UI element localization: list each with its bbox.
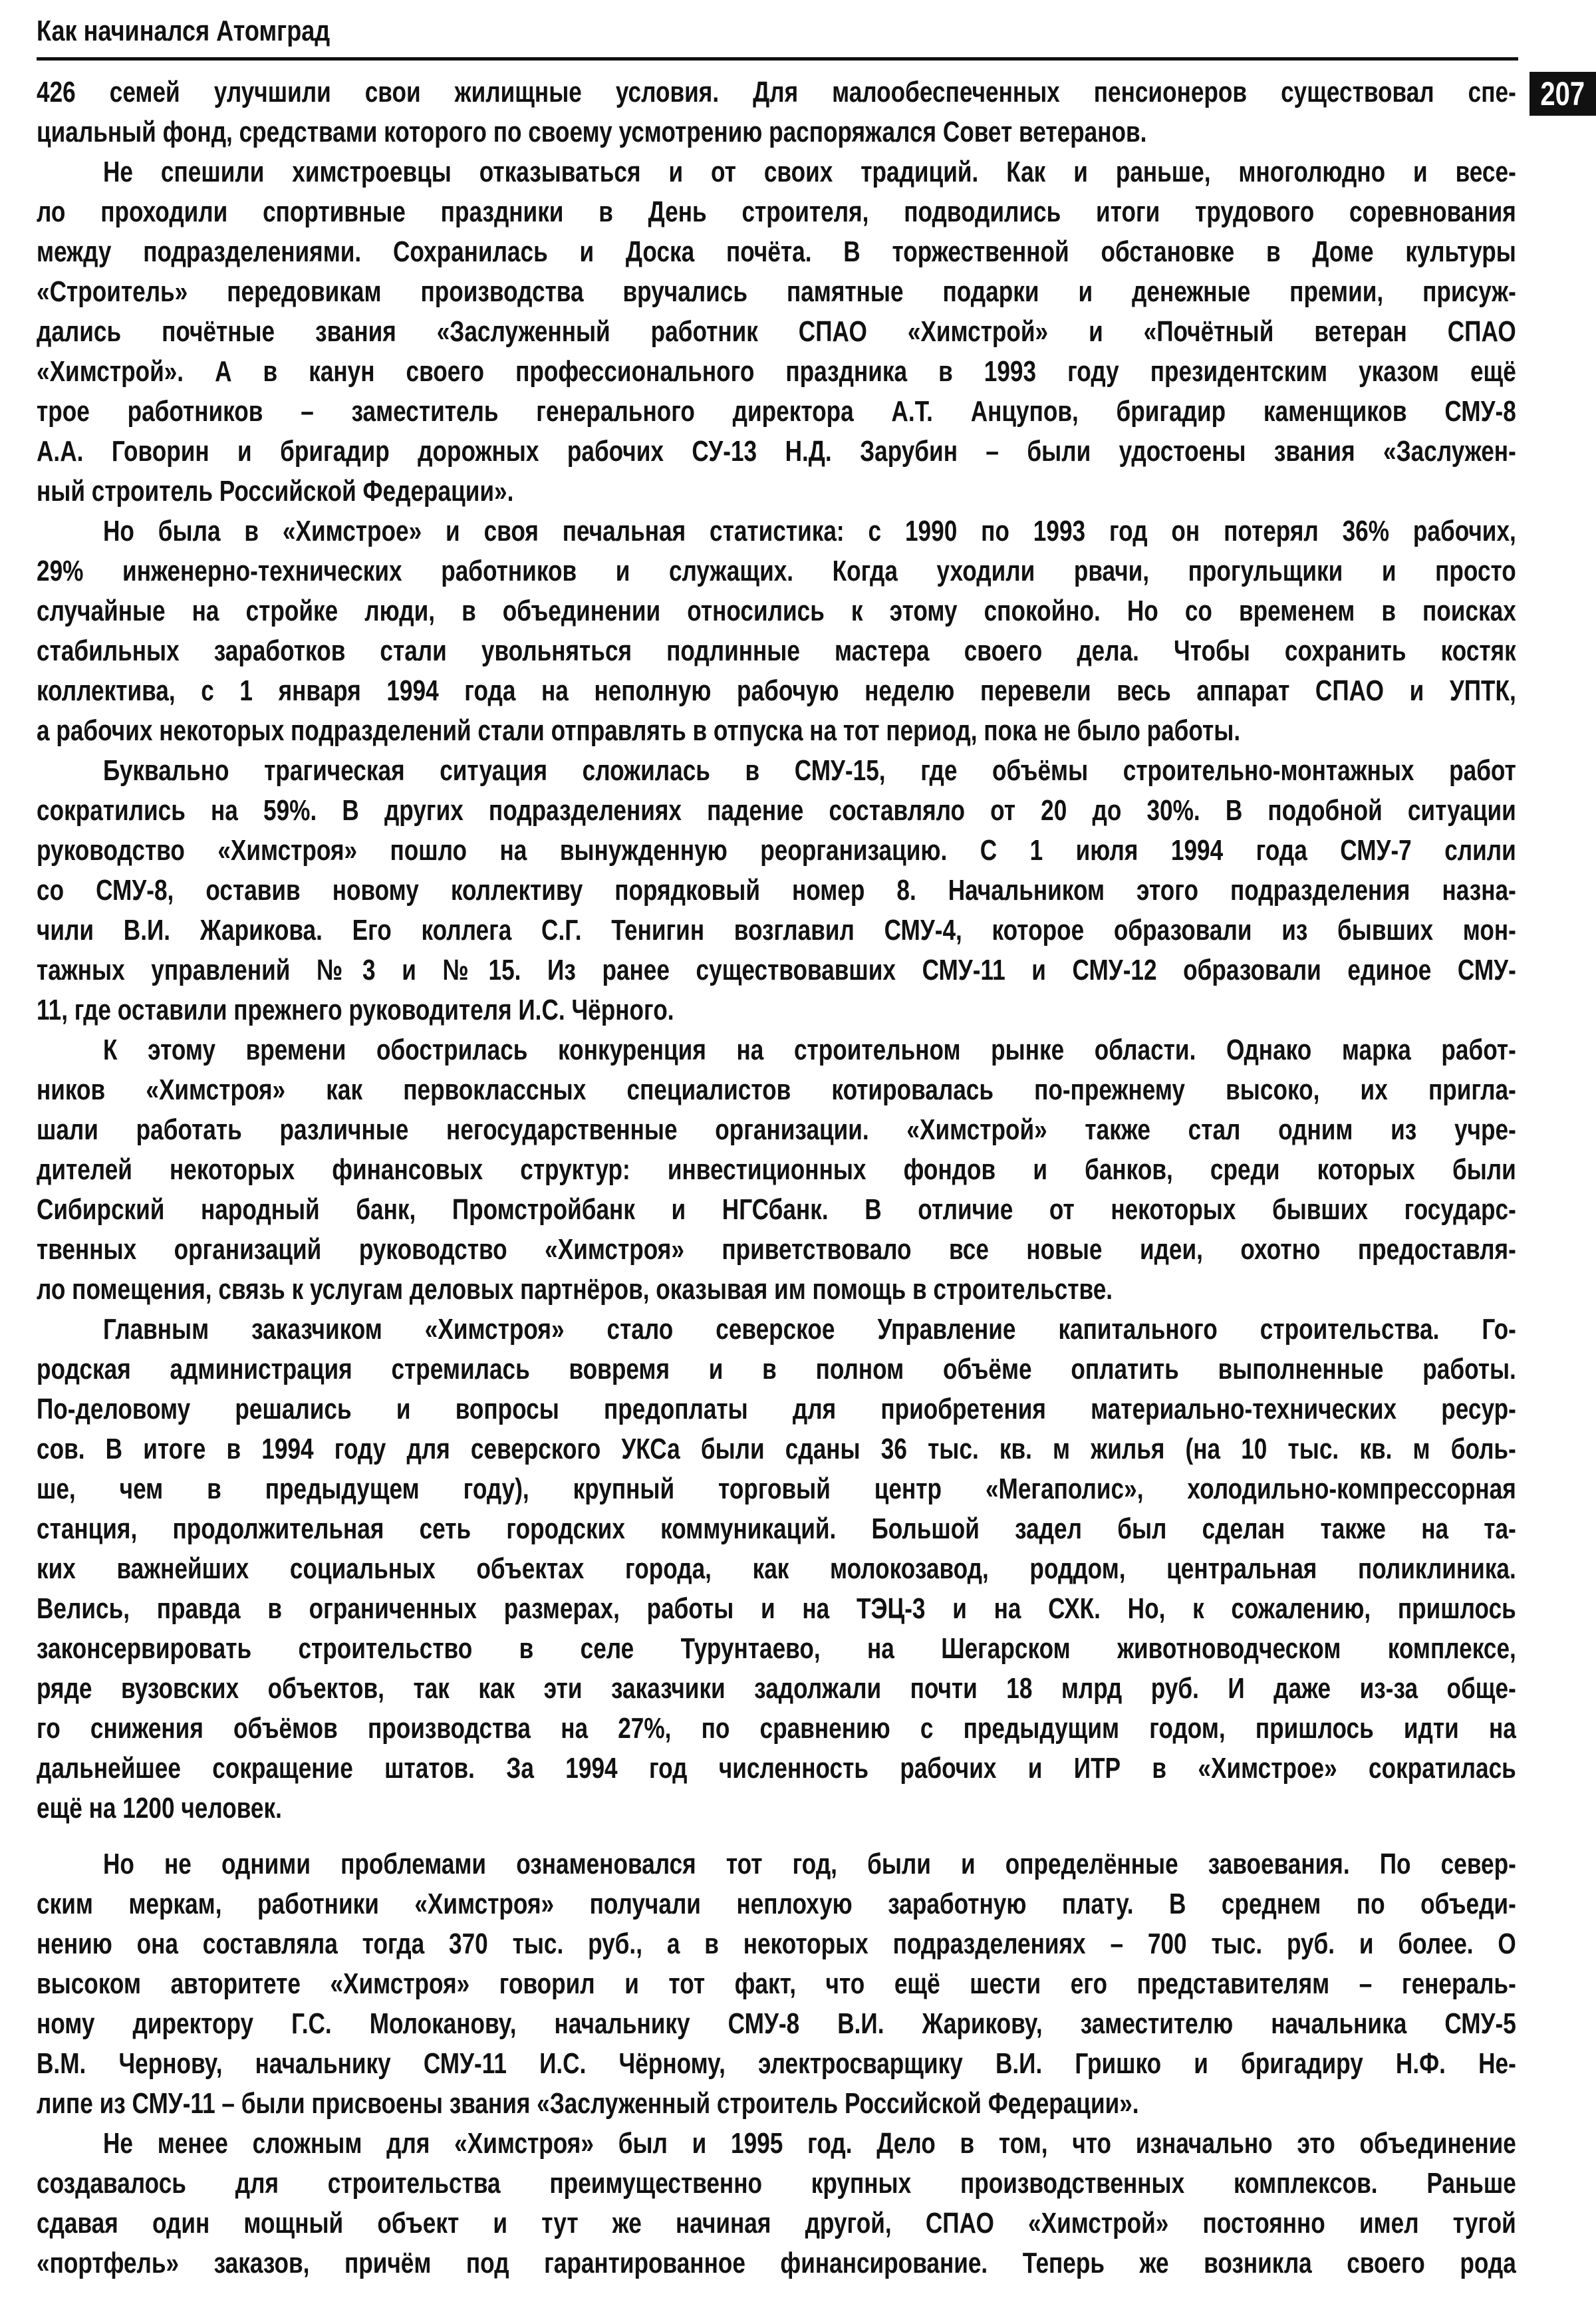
text-line: ло помещения, связь к услугам деловых партнёров, оказывая им помощь в строительстве. xyxy=(37,1273,1113,1306)
paragraph xyxy=(37,751,1516,1030)
text-line: высоком авторитете «Химстроя» говорил и тот факт, что ещё шести его представителям – генераль- xyxy=(37,1967,1516,2000)
text-line: законсервировать строительство в селе Турунтаево, на Шегарском животноводческом комплексе, xyxy=(37,1632,1516,1665)
text-line: К этому времени обострилась конкуренция на строительном рынке области. Однако марка работ- xyxy=(103,1034,1516,1066)
text-line: станция, продолжительная сеть городских коммуникаций. Большой задел был сделан также на та- xyxy=(37,1512,1516,1545)
text-line: дались почётные звания «Заслуженный работник СПАО «Химстрой» и «Почётный ветеран СПАО xyxy=(37,315,1516,348)
text-line: дителей некоторых финансовых структур: инвестиционных фондов и банков, среди которых были xyxy=(37,1153,1516,1186)
text-line: Не менее сложным для «Химстроя» был и 1995 год. Дело в том, что изначально это объединение xyxy=(103,2127,1516,2160)
paragraph xyxy=(37,1844,1516,2124)
text-line: случайные на стройке люди, в объединении относились к этому спокойно. Но со временем в поисках xyxy=(37,595,1516,627)
text-line: липе из СМУ-11 – были присвоены звания «Заслуженный строитель Российской Федерации». xyxy=(37,2087,1139,2120)
text-line: Но не одними проблемами ознаменовался тот год, были и определённые завоевания. По север- xyxy=(103,1848,1516,1880)
text-line: коллектива, с 1 января 1994 года на неполную рабочую неделю перевели весь аппарат СПАО и УПТК, xyxy=(37,674,1516,707)
text-line: ный строитель Российской Федерации». xyxy=(37,475,514,507)
text-line: 11, где оставили прежнего руководителя И.С. Чёрного. xyxy=(37,994,674,1026)
text-line: сов. В итоге в 1994 году для северского УКСа были сданы 36 тыс. кв. м жилья (на 10 тыс. кв. м боль- xyxy=(37,1433,1516,1465)
text-line: По-деловому решались и вопросы предоплаты для приобретения материально-технических ресур- xyxy=(37,1393,1516,1425)
text-line: шали работать различные негосударственные организации. «Химстрой» также стал одним из учре- xyxy=(37,1113,1516,1146)
text-line: Не спешили химстроевцы отказываться и от своих традиций. Как и раньше, многолюдно и весе- xyxy=(103,156,1516,188)
page-number: 207 xyxy=(1540,75,1585,112)
text-line: ких важнейших социальных объектах города, как молокозавод, роддом, центральная поликлиника. xyxy=(37,1552,1516,1585)
text-line: со СМУ-8, оставив новому коллективу порядковый номер 8. Начальником этого подразделения назна- xyxy=(37,874,1516,907)
text-line: а рабочих некоторых подразделений стали отправлять в отпуска на тот период, пока не было работы. xyxy=(37,714,1241,747)
text-line: Велись, правда в ограниченных размерах, работы и на ТЭЦ-3 и на СХК. Но, к сожалению, пришлось xyxy=(37,1592,1516,1625)
text-line: между подразделениями. Сохранилась и Доска почёта. В торжественной обстановке в Доме культуры xyxy=(37,235,1516,268)
paragraph xyxy=(37,2124,1516,2283)
header-rule xyxy=(37,57,1518,61)
text-line: нению она составляла тогда 370 тыс. руб., а в некоторых подразделениях – 700 тыс. руб. и более. О xyxy=(37,1928,1516,1960)
text-line: «Строитель» передовикам производства вручались памятные подарки и денежные премии, присуж- xyxy=(37,275,1516,308)
paragraph xyxy=(37,1030,1516,1310)
text-line: создавалось для строительства преимущественно крупных производственных комплексов. Раньше xyxy=(37,2167,1516,2200)
running-head: Как начинался Атомград xyxy=(37,15,331,47)
text-line: ше, чем в предыдущем году), крупный торговый центр «Мегаполис», холодильно-компрессорная xyxy=(37,1473,1516,1505)
text-line: чили В.И. Жарикова. Его коллега С.Г. Тенигин возглавил СМУ-4, которое образовали из бывших мон- xyxy=(37,914,1516,946)
text-line: ряде вузовских объектов, так как эти заказчики задолжали почти 18 млрд руб. И даже из-за обще- xyxy=(37,1672,1516,1705)
text-line: стабильных заработков стали увольняться подлинные мастера своего дела. Чтобы сохранить костяк xyxy=(37,635,1516,667)
text-line: Главным заказчиком «Химстроя» стало северское Управление капитального строительства. Го- xyxy=(103,1313,1516,1346)
text-line: Буквально трагическая ситуация сложилась в СМУ-15, где объёмы строительно-монтажных работ xyxy=(103,754,1516,787)
text-line: сократились на 59%. В других подразделениях падение составляло от 20 до 30%. В подобной ситуации xyxy=(37,794,1516,827)
text-line: циальный фонд, средствами которого по своему усмотрению распоряжался Совет ветеранов. xyxy=(37,116,1147,148)
paragraph xyxy=(37,511,1516,751)
text-line: ещё на 1200 человек. xyxy=(37,1792,282,1824)
text-line: дальнейшее сокращение штатов. За 1994 год численность рабочих и ИТР в «Химстрое» сократилась xyxy=(37,1752,1516,1785)
text-line: Но была в «Химстрое» и своя печальная статистика: с 1990 по 1993 год он потерял 36% рабочих, xyxy=(103,515,1516,547)
text-line: 426 семей улучшили свои жилищные условия. Для малообеспеченных пенсионеров существовал спе- xyxy=(37,76,1516,108)
text-line: А.А. Говорин и бригадир дорожных рабочих СУ-13 Н.Д. Зарубин – были удостоены звания «Заслужен- xyxy=(37,435,1516,468)
text-line: тажных управлений №3 и №15. Из ранее существовавших СМУ-11 и СМУ-12 образовали единое СМУ- xyxy=(37,954,1516,986)
text-line: трое работников – заместитель генерального директора А.Т. Анцупов, бригадир каменщиков СМУ-8 xyxy=(37,395,1516,428)
text-line: «портфель» заказов, причём под гарантированное финансирование. Теперь же возникла своего рода xyxy=(37,2247,1516,2279)
text-line: Сибирский народный банк, Промстройбанк и НГСбанк. В отличие от некоторых бывших государс- xyxy=(37,1193,1516,1226)
text-line: го снижения объёмов производства на 27%, по сравнению с предыдущим годом, пришлось идти на xyxy=(37,1712,1516,1745)
text-line: ников «Химстроя» как первоклассных специалистов котировалась по-прежнему высоко, их пригла- xyxy=(37,1074,1516,1106)
paragraph xyxy=(37,152,1516,511)
text-line: ским меркам, работники «Химстроя» получали неплохую заработную плату. В среднем по объеди- xyxy=(37,1888,1516,1920)
page-number-badge xyxy=(1530,72,1596,116)
text-line: В.М. Чернову, начальнику СМУ-11 И.С. Чёрному, электросварщику В.И. Гришко и бригадиру Н.Ф. Не- xyxy=(37,2047,1516,2080)
text-line: руководство «Химстроя» пошло на вынужденную реорганизацию. С 1 июля 1994 года СМУ-7 слили xyxy=(37,834,1516,867)
text-line: родская администрация стремилась вовремя и в полном объёме оплатить выполненные работы. xyxy=(37,1353,1516,1385)
text-line: ло проходили спортивные праздники в День строителя, подводились итоги трудового соревнования xyxy=(37,196,1516,228)
text-line: ному директору Г.С. Молоканову, начальнику СМУ-8 В.И. Жарикову, заместителю начальника СМУ-5 xyxy=(37,2007,1516,2040)
paragraph xyxy=(37,72,1516,152)
text-line: сдавая один мощный объект и тут же начиная другой, СПАО «Химстрой» постоянно имел тугой xyxy=(37,2207,1516,2239)
text-line: 29% инженерно-технических работников и служащих. Когда уходили рвачи, прогульщики и просто xyxy=(37,555,1516,587)
paragraph xyxy=(37,1310,1516,1828)
page-body xyxy=(37,72,1516,2283)
text-line: твенных организаций руководство «Химстроя» приветствовало все новые идеи, охотно предоставля- xyxy=(37,1233,1516,1266)
text-line: «Химстрой». А в канун своего профессионального праздника в 1993 году президентским указом ещё xyxy=(37,355,1516,388)
